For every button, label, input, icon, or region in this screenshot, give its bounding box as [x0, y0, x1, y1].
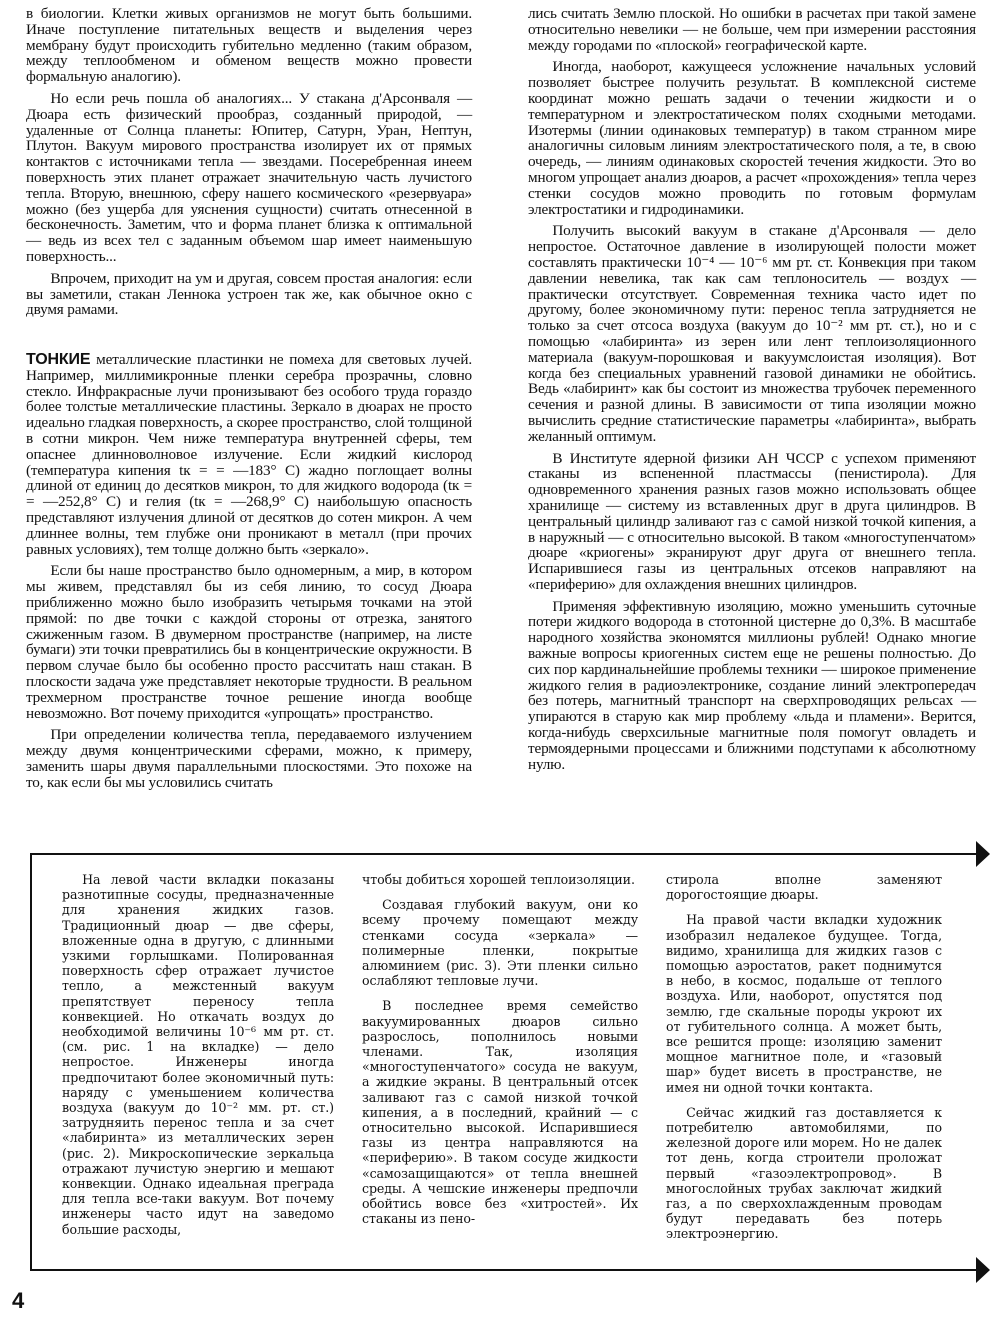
- paragraph: Иногда, наоборот, кажущееся усложнение начальных условий позволяет быстрее получить результат. В комплексной системе координат можно решать задачи о течении жидкости и о температурном и электростатическом полях сходными методами. Изотермы (линии одинаковых температур) в таком странном мире аналогичны силовым линиям электростатического поля, а те, в свою очередь, — линиям одинаковых скоростей течения жидкости. Это во многом упрощает анализ дюаров, а расчет «прохождения» тепла через стенки сосудов можно проводить по готовым формулам электростатики и гидродинамики.: [528, 58, 976, 218]
- paragraph: Получить высокий вакуум в стакане д'Арсонваля — дело непростое. Остаточное давление в изолирующей полости может составлять практически 10⁻⁴ — 10⁻⁶ мм рт. ст. Конвекция при таком давлении невелика, так как сам теплоноситель — воздух — практически отсутствует. Современная техника часто идет по другому, более экономичному пути: перенос тепла затрудняется не только за счет отсоса воздуха (вакуум до 10⁻² мм рт. ст.), но и с помощью «лабиринта» из зерен или лент теплоизоляционного материала (вакуум-порошковая и вакуумслоистая изоляция). Вот когда без специальных уравнений газовой динамики не обойтись. Ведь «лабиринт» как бы состоит из множества трубочек переменного сечения и разной длины. В зависимости от типа изоляции можно вычислить средние статистические параметры «лабиринта», выбрать желанный оптимум.: [528, 222, 976, 445]
- paragraph: Применяя эффективную изоляцию, можно уменьшить суточные потери жидкого водорода в стотонной цистерне до 0,3%. В масштабе народного хозяйства экономятся миллионы рублей! Однако многие важные вопросы криогенных систем еще не решены полностью. До сих пор кардинальнейшие проблемы техники — широкое применение жидкого гелия в радиоэлектронике, создание линий электропередач без потерь, магнитный транспорт на сверхпроводящих рельсах — упираются в старую как мир проблему «льда и пламени». Верится, когда-нибудь сверхсильные магнитные поля помогут овладеть и термоядерными процессами и ближними подступами к абсолютному нулю.: [528, 597, 976, 773]
- paragraph: чтобы добиться хорошей теплоизоляции.: [362, 872, 635, 887]
- paragraph: На правой части вкладки художник изобразил недалекое будущее. Тогда, видимо, хранилища для жидких газов с помощью аэростатов, ракет поднимутся в небо, в космос, подальше от теплого воздуха. Или, наоборот, опустятся под землю, где скальные породы укроют их от губительного солнца. А может быть, все решится проще: изоляцию заменит мощное магнитное поле, и «газовый шар» будет висеть в пространстве, не имея ни одной точки контакта.: [666, 912, 942, 1095]
- arrow-right-icon: [976, 841, 990, 867]
- paragraph: [26, 352, 472, 557]
- paragraph: В последнее время семейство вакуумированных дюаров сильно разрослось, пополнилось новыми членами. Так, изоляция «многоступенчатого» сосуда не вакуум, а жидкие экраны. В центральный отсек заливают газ с самой низкой точкой кипения, а в последний, крайний — с относительно высокой. Испарившиеся газы из центра направляются на «периферию». В таком сосуде жидкости «самозащищаются» от тепла внешней среды. А чешские инженеры предпочли обойтись вовсе без «хитростей». Их стаканы из пено-: [362, 998, 638, 1227]
- box-left-rule: [30, 853, 32, 1271]
- box-top-rule: [30, 853, 978, 855]
- paragraph: в биологии. Клетки живых организмов не могут быть большими. Иначе поступление питательных веществ и выделения через мембрану будут происходить губительно медленно (таким образом, между теплообменом и обменом веществ можно провести формальную аналогию).: [26, 5, 472, 86]
- insert-column-3: [666, 872, 942, 1252]
- right-column: [528, 6, 976, 778]
- paragraph: Если бы наше пространство было одномерным, а мир, в котором мы живем, представлял бы из себя линию, то сосуд Дюара приближенно можно было изобразить четырьмя точками на этой прямой: по две точки с каждой стороны от отрезка, занятого сжиженным газом. В двумерном пространстве (например, на листе бумаги) эти точки превратились бы в концентрические окружности. В первом случае было бы особенно просто рассчитать наш стакан. В плоскости задача уже представляет некоторые трудности. В реальном трехмерном пространстве точное решение иногда вообще невозможно. Вот почему приходится «упрощать» пространство.: [26, 562, 472, 722]
- left-column-bottom: [26, 352, 472, 797]
- paragraph: стирола вполне заменяют дорогостоящие дюары.: [666, 872, 942, 903]
- left-column-top: [26, 6, 472, 324]
- paragraph: Сейчас жидкий газ доставляется к потребителю автомобилями, по железной дороге или морем. Но не далек тот день, когда строители проложат первый «газоэлектропровод». В многослойных трубах заключат жидкий газ, а по сверхохлажденным проводам будут передавать без потерь электроэнергию.: [666, 1104, 942, 1242]
- paragraph: Впрочем, приходит на ум и другая, совсем простая аналогия: если вы заметили, стакан Леннока устроен так же, как обычное окно с двумя рамами.: [26, 269, 472, 319]
- paragraph: В Институте ядерной физики АН ЧССР с успехом применяют стаканы из вспененной пластмассы (пенистирола). Для одновременного хранения разных газов можно использовать общее хранилище — систему из вставленных друг в друга цилиндров. В центральный цилиндр заливают газ с самой низкой точкой кипения, а в наружный — с относительно высокой. В таком «многоступенчатом» дюаре «криогены» экранируют друг друга от внешнего тепла. Испарившиеся газы из центральных отсеков направляют на «периферию» для охлаждения внешних цилиндров.: [528, 449, 976, 593]
- paragraph: На левой части вкладки показаны разнотипные сосуды, предназначенные для хранения жидких газов. Традиционный дюар — две сферы, вложенные одна в другую, с длинными узкими горлышками. Полированная поверхность сфер отражает лучистое тепло, а межстенный вакуум препятствует переносу тепла конвекцией. Но откачать воздух до необходимой величины 10⁻⁶ мм рт. ст. (см. рис. 1 на вкладке) — дело непростое. Инженеры иногда предпочитают более экономичный путь: наряду с уменьшением количества воздуха (вакуум до 10⁻² мм. рт. ст.) затрудняить перенос тепла и за счет «лабиринта» из металлических зерен (рис. 2). Микроскопические зеркальца отражают лучистую энергию и мешают конвекции. Однако идеальная преграда для тепла все-таки вакуум. Вот почему инженеры часто идут на заведомо большие расходы,: [62, 872, 334, 1237]
- paragraph: При определении количества тепла, передаваемого излучением между двумя концентрическими сферами, можно, к примеру, заменить шары двумя параллельными плоскостями. Это похоже на то, как если бы мы условились считать: [26, 726, 472, 791]
- arrow-right-icon: [976, 1257, 990, 1283]
- insert-column-1: [62, 872, 334, 1247]
- box-bottom-rule: [30, 1269, 978, 1271]
- paragraph: Создавая глубокий вакуум, они ко всему прочему помещают между стенками сосуда «зеркала» — полимерные пленки, покрытые алюминием (рис. 3). Эти пленки сильно ослабляют тепловые лучи.: [362, 897, 638, 989]
- insert-column-2: [362, 872, 638, 1236]
- paragraph: Но если речь пошла об аналогиях... У стакана д'Арсонваля — Дюара есть физический прообраз, созданный природой, — удаленные от Солнца планеты: Юпитер, Сатурн, Уран, Нептун, Плутон. Вакуум мирового пространства изолирует их от прямых контактов с источниками тепла — звездами. Посеребренная инеем поверхность этих планет отражает значительную часть лучистого тепла. Вторую, внешнюю, сферу нашего космического «резервуара» можно (без ущерба для уяснения сущности) считать отнесенной в бесконечность. Заметим, что и форма планет близка к оптимальной — ведь из всех тел с заданным объемом шар имеет наименьшую поверхность...: [26, 89, 472, 265]
- dropcap-word: ТОНКИЕ: [26, 351, 91, 368]
- paragraph: лись считать Землю плоской. Но ошибки в расчетах при такой замене относительно невелики — не больше, чем при измерении расстояния между городами по «плоской» географической карте.: [528, 5, 976, 54]
- paragraph-text: металлические пластинки не помеха для световых лучей. Например, миллимикронные пленки серебра прозрачны, словно стекло. Инфракрасные лучи пронизывают без особого труда гораздо более толстые металлические пластины. Зеркало в дюарах не просто идеально гладкая поверхность, а скорее пространство, слой толщиной в сотни микрон. Чем ниже температура внутренней сферы, тем опаснее длинноволновое излучение. Если жидкий кислород (температура кипения tк = = —183° С) жадно поглощает волны длиной от единиц до десятков микрон, то для жидкого водорода (tк = = —252,8° С) и гелия (tк = —268,9° С) наибольшую опасность представляют излучения длиной от десятков до сотен микрон. А чем длиннее волны, тем глубже они проникают в металл (при прочих равных условиях), тем толще должно быть «зеркало».: [26, 351, 472, 558]
- page-number: 4: [12, 1288, 25, 1313]
